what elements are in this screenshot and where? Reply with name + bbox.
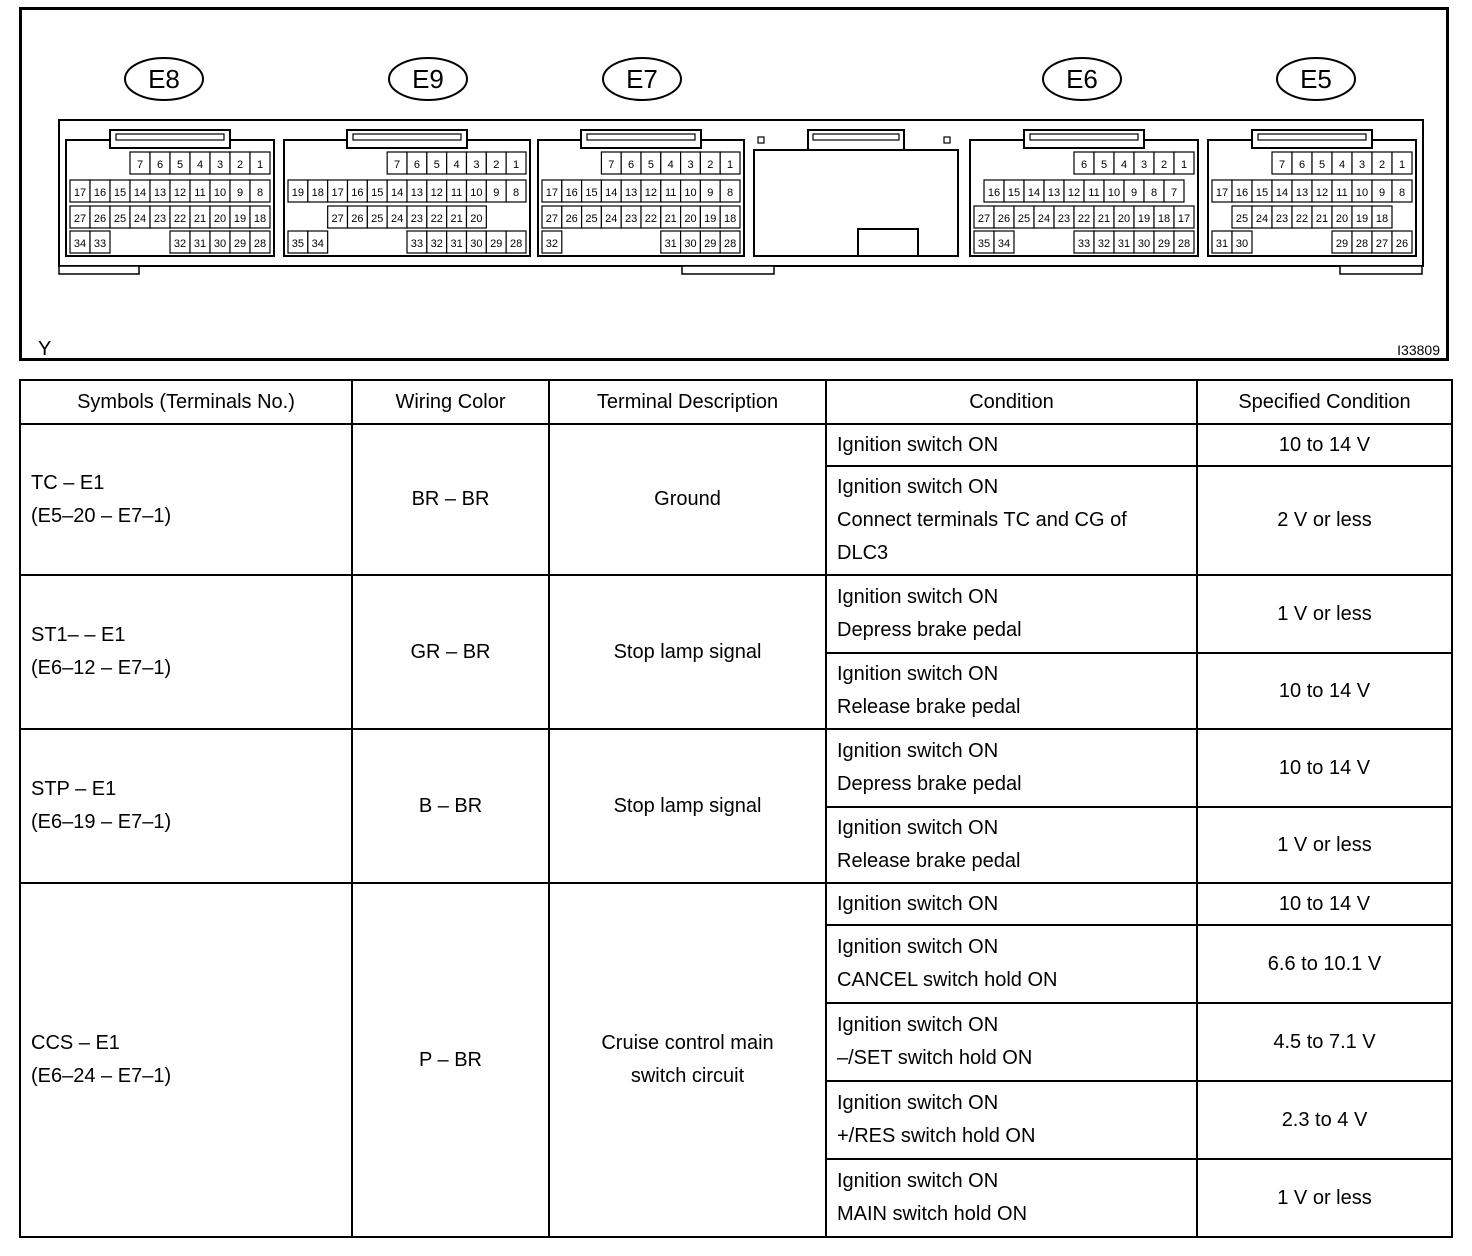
condition-cell: [826, 1081, 1197, 1159]
terminal-number: 34: [997, 238, 1011, 250]
table-row: [20, 575, 1452, 653]
terminal-number: 21: [1315, 213, 1329, 225]
terminal-number: 28: [723, 238, 737, 250]
terminal-number: 15: [585, 187, 598, 199]
condition-cell: [826, 807, 1197, 883]
terminal-number: 3: [1358, 159, 1366, 171]
condition-cell: [826, 883, 1197, 925]
terminal-number: 26: [997, 213, 1011, 225]
terminal-number: 22: [1077, 213, 1091, 225]
terminal-number: 16: [351, 187, 364, 199]
terminal-number: 6: [628, 159, 635, 171]
condition-line: –/SET switch hold ON: [837, 1047, 1033, 1069]
condition-cell: [826, 729, 1197, 807]
terminal-number: 2: [236, 159, 244, 171]
condition-line: Ignition switch ON: [837, 1092, 999, 1114]
connector-label: E7: [626, 64, 658, 94]
terminal-number: 30: [1235, 238, 1249, 250]
terminal-number: 23: [410, 213, 424, 225]
terminal-number: 1: [1398, 159, 1406, 171]
spec-cell: 4.5 to 7.1 V: [1197, 1003, 1452, 1081]
terminal-number: 22: [644, 213, 658, 225]
terminal-number: 32: [1097, 238, 1111, 250]
terminal-number: 24: [133, 213, 147, 225]
center-block: [754, 150, 958, 256]
terminal-number: 15: [1007, 187, 1021, 199]
terminal-number: 6: [413, 159, 420, 171]
terminal-number: 8: [513, 187, 520, 199]
terminal-number: 10: [1107, 187, 1121, 199]
connector-latch-slot: [116, 134, 224, 140]
terminal-number: 16: [93, 187, 107, 199]
connector-e5: [1208, 58, 1416, 256]
terminal-number: 34: [73, 238, 87, 250]
description-cell: [549, 883, 826, 1237]
header-terminal-description: Terminal Description: [549, 380, 826, 424]
terminal-number: 25: [1235, 213, 1249, 225]
terminal-number: 19: [1137, 213, 1151, 225]
terminal-number: 21: [193, 213, 207, 225]
wiring-color-cell: B – BR: [352, 729, 549, 883]
terminal-number: 9: [1130, 187, 1138, 199]
terminal-number: 11: [664, 187, 677, 199]
terminal-number: 6: [1080, 159, 1088, 171]
terminal-number: 1: [256, 159, 264, 171]
terminal-number: 33: [410, 238, 424, 250]
condition-line: Ignition switch ON: [837, 1170, 999, 1192]
terminal-number: 13: [624, 187, 638, 199]
spec-cell: 10 to 14 V: [1197, 729, 1452, 807]
terminal-number: 1: [1180, 159, 1188, 171]
terminal-number: 14: [1027, 187, 1041, 199]
terminal-number: 31: [664, 238, 677, 250]
condition-line: CANCEL switch hold ON: [837, 969, 1058, 991]
terminal-number: 18: [723, 213, 737, 225]
table-row: [20, 883, 1452, 925]
terminal-number: 28: [253, 238, 267, 250]
condition-line: +/RES switch hold ON: [837, 1125, 1036, 1147]
terminal-number: 6: [156, 159, 164, 171]
terminal-number: 15: [1255, 187, 1269, 199]
terminal-number: 20: [684, 213, 697, 225]
header-symbols: Symbols (Terminals No.): [20, 380, 352, 424]
terminal-number: 21: [450, 213, 463, 225]
symbol-text: TC – E1: [31, 471, 105, 494]
terminal-number: 1: [513, 159, 520, 171]
terminal-number: 5: [176, 159, 184, 171]
connector-latch-slot: [1258, 134, 1366, 140]
terminal-number: 11: [194, 187, 206, 199]
condition-line: Depress brake pedal: [837, 619, 1022, 641]
symbol-text: ST1– – E1: [31, 624, 126, 646]
view-label: Y: [38, 338, 52, 360]
terminal-number: 26: [1395, 238, 1409, 250]
terminal-number: 31: [193, 238, 207, 250]
condition-line: Ignition switch ON: [837, 586, 999, 608]
spec-cell: 10 to 14 V: [1197, 653, 1452, 729]
terminal-number: 2: [1378, 159, 1386, 171]
condition-line: Ignition switch ON: [837, 817, 999, 839]
terminal-number: 9: [493, 187, 500, 199]
terminal-number: 33: [93, 238, 107, 250]
terminal-number: 17: [73, 187, 87, 199]
terminal-number: 15: [371, 187, 384, 199]
center-latch-slot: [813, 134, 899, 140]
terminal-number: 20: [1335, 213, 1349, 225]
terminal-number: 30: [213, 238, 227, 250]
terminal-number: 10: [1355, 187, 1369, 199]
terminal-number: 7: [1278, 159, 1286, 171]
terminal-number: 28: [509, 238, 523, 250]
terminal-number: 31: [1117, 238, 1131, 250]
connector-label: E5: [1300, 64, 1332, 94]
condition-line: Depress brake pedal: [837, 773, 1022, 795]
condition-cell: [826, 1159, 1197, 1237]
terminal-number: 28: [1355, 238, 1369, 250]
terminal-number: 32: [430, 238, 443, 250]
terminal-number: 20: [1117, 213, 1131, 225]
terminal-number: 27: [73, 213, 87, 225]
terminal-number: 16: [1235, 187, 1249, 199]
terminal-number: 7: [136, 159, 144, 171]
terminal-number: 30: [470, 238, 483, 250]
terminal-number: 20: [213, 213, 227, 225]
terminal-number: 10: [213, 187, 227, 199]
terminal-number: 23: [624, 213, 638, 225]
condition-line: Release brake pedal: [837, 696, 1021, 718]
symbol-cell: [20, 729, 352, 883]
terminal-number: 17: [545, 187, 559, 199]
terminal-number: 5: [647, 159, 654, 171]
housing-tab-center: [682, 266, 774, 274]
terminal-number: 8: [727, 187, 734, 199]
terminal-number: 2: [1160, 159, 1168, 171]
symbol-cell: [20, 575, 352, 729]
terminal-numbers: (E6–24 – E7–1): [31, 1065, 172, 1087]
wiring-color-cell: GR – BR: [352, 575, 549, 729]
wiring-color-cell: P – BR: [352, 883, 549, 1237]
terminal-numbers: (E6–12 – E7–1): [31, 657, 172, 679]
terminal-number: 13: [153, 187, 167, 199]
condition-line: Release brake pedal: [837, 850, 1021, 872]
terminal-number: 4: [667, 159, 674, 171]
terminal-number: 14: [605, 187, 618, 199]
terminal-number: 8: [256, 187, 264, 199]
terminal-number: 26: [93, 213, 107, 225]
description-cell: Ground: [549, 424, 826, 575]
terminal-number: 34: [311, 238, 324, 250]
terminal-number: 4: [453, 159, 460, 171]
terminal-number: 24: [605, 213, 618, 225]
terminal-number: 13: [410, 187, 424, 199]
terminal-number: 5: [433, 159, 440, 171]
condition-line: Ignition switch ON: [837, 663, 999, 685]
terminal-number: 29: [704, 238, 717, 250]
terminal-number: 7: [1170, 187, 1178, 199]
terminal-number: 25: [1017, 213, 1031, 225]
terminal-number: 22: [430, 213, 443, 225]
terminal-number: 16: [987, 187, 1001, 199]
terminal-number: 23: [1275, 213, 1289, 225]
terminal-number: 7: [394, 159, 401, 171]
terminal-number: 25: [585, 213, 598, 225]
terminal-numbers: (E6–19 – E7–1): [31, 811, 172, 833]
terminal-number: 14: [1275, 187, 1289, 199]
header-condition: Condition: [826, 380, 1197, 424]
terminal-number: 5: [1100, 159, 1108, 171]
connector-label: E6: [1066, 64, 1098, 94]
terminal-number: 28: [1177, 238, 1191, 250]
condition-line: Ignition switch ON: [837, 476, 999, 498]
terminal-number: 2: [493, 159, 500, 171]
spec-cell: 6.6 to 10.1 V: [1197, 925, 1452, 1003]
terminal-number: 12: [173, 187, 187, 199]
terminal-number: 11: [450, 187, 463, 199]
terminal-number: 27: [545, 213, 559, 225]
housing-tab-right: [1340, 266, 1422, 274]
terminal-number: 20: [470, 213, 483, 225]
spec-cell: 10 to 14 V: [1197, 424, 1452, 466]
terminal-number: 4: [196, 159, 204, 171]
connector-latch-slot: [587, 134, 695, 140]
terminal-number: 19: [233, 213, 247, 225]
terminal-number: 16: [565, 187, 578, 199]
terminal-number: 12: [430, 187, 443, 199]
connector-label: E8: [148, 64, 180, 94]
terminal-number: 29: [490, 238, 503, 250]
terminal-number: 3: [687, 159, 694, 171]
condition-cell: [826, 653, 1197, 729]
terminal-number: 25: [371, 213, 384, 225]
condition-cell: [826, 925, 1197, 1003]
terminal-number: 4: [1120, 159, 1128, 171]
terminal-number: 18: [311, 187, 324, 199]
spec-cell: 1 V or less: [1197, 807, 1452, 883]
terminal-number: 35: [977, 238, 991, 250]
terminal-number: 11: [1336, 187, 1348, 199]
terminal-number: 12: [644, 187, 658, 199]
terminal-number: 27: [331, 213, 344, 225]
figure-id: I33809: [1397, 342, 1440, 358]
terminal-number: 12: [1315, 187, 1329, 199]
terminal-number: 12: [1067, 187, 1081, 199]
terminal-number: 1: [727, 159, 734, 171]
spec-cell: 2 V or less: [1197, 466, 1452, 575]
terminal-number: 29: [1335, 238, 1349, 250]
condition-line: DLC3: [837, 542, 889, 564]
terminal-number: 32: [545, 238, 559, 250]
terminal-number: 10: [684, 187, 697, 199]
terminal-number: 27: [977, 213, 991, 225]
terminal-number: 21: [1097, 213, 1111, 225]
terminal-number: 30: [1137, 238, 1151, 250]
terminal-number: 9: [707, 187, 714, 199]
terminal-number: 9: [236, 187, 244, 199]
center-pin-right: [944, 137, 950, 143]
terminal-number: 14: [133, 187, 147, 199]
description-line: Cruise control main: [601, 1032, 774, 1054]
description-line: switch circuit: [630, 1065, 745, 1087]
connector-label: E9: [412, 64, 444, 94]
description-cell: Stop lamp signal: [549, 575, 826, 729]
table-row: [20, 424, 1452, 466]
center-pin-left: [758, 137, 764, 143]
housing-tab-left: [59, 266, 139, 274]
terminal-number: 33: [1077, 238, 1091, 250]
terminal-number: 22: [1295, 213, 1309, 225]
condition-line: Ignition switch ON: [837, 433, 999, 456]
table-row: [20, 729, 1452, 807]
terminal-number: 4: [1338, 159, 1346, 171]
terminal-number: 23: [1057, 213, 1071, 225]
table-header-row: [20, 380, 1452, 424]
terminal-number: 22: [173, 213, 187, 225]
description-cell: Stop lamp signal: [549, 729, 826, 883]
symbol-text: STP – E1: [31, 778, 117, 800]
terminal-number: 24: [390, 213, 404, 225]
condition-line: Ignition switch ON: [837, 1014, 999, 1036]
symbol-text: CCS – E1: [31, 1032, 120, 1054]
condition-cell: [826, 466, 1197, 575]
condition-cell: [826, 1003, 1197, 1081]
condition-cell: [826, 575, 1197, 653]
spec-cell: 1 V or less: [1197, 1159, 1452, 1237]
spec-cell: 1 V or less: [1197, 575, 1452, 653]
terminal-number: 19: [1355, 213, 1369, 225]
terminal-number: 17: [1177, 213, 1191, 225]
terminal-number: 27: [1375, 238, 1389, 250]
terminal-number: 18: [253, 213, 267, 225]
connector-e9: [284, 58, 530, 256]
condition-line: MAIN switch hold ON: [837, 1203, 1028, 1225]
symbol-cell: [20, 883, 352, 1237]
connector-latch-slot: [1030, 134, 1138, 140]
spec-cell: 2.3 to 4 V: [1197, 1081, 1452, 1159]
terminal-number: 3: [473, 159, 480, 171]
terminal-number: 35: [291, 238, 305, 250]
connector-e7: [538, 58, 744, 256]
terminal-number: 25: [113, 213, 127, 225]
terminal-number: 23: [153, 213, 167, 225]
terminal-number: 7: [608, 159, 615, 171]
terminal-number: 15: [113, 187, 127, 199]
terminal-number: 17: [1215, 187, 1229, 199]
condition-line: Ignition switch ON: [837, 740, 999, 762]
header-wiring-color: Wiring Color: [352, 380, 549, 424]
terminal-number: 32: [173, 238, 187, 250]
condition-line: Connect terminals TC and CG of: [837, 509, 1127, 531]
terminal-number: 29: [233, 238, 247, 250]
terminal-number: 8: [1398, 187, 1406, 199]
connector-e6: [970, 58, 1198, 256]
header-specified-condition: Specified Condition: [1197, 380, 1452, 424]
terminal-number: 13: [1047, 187, 1061, 199]
terminal-number: 11: [1088, 187, 1100, 199]
terminal-number: 19: [704, 213, 717, 225]
terminal-number: 26: [351, 213, 364, 225]
terminal-number: 14: [390, 187, 404, 199]
connector-latch-slot: [353, 134, 461, 140]
terminal-number: 5: [1318, 159, 1326, 171]
condition-line: Ignition switch ON: [837, 936, 999, 958]
condition-cell: [826, 424, 1197, 466]
terminal-number: 24: [1037, 213, 1051, 225]
terminal-number: 31: [1215, 238, 1229, 250]
terminal-number: 10: [470, 187, 483, 199]
terminal-number: 6: [1298, 159, 1306, 171]
terminal-number: 13: [1295, 187, 1309, 199]
terminal-number: 8: [1150, 187, 1158, 199]
terminal-number: 3: [1140, 159, 1148, 171]
spec-cell: 10 to 14 V: [1197, 883, 1452, 925]
terminal-number: 26: [565, 213, 578, 225]
terminal-number: 19: [291, 187, 305, 199]
terminal-number: 21: [664, 213, 677, 225]
condition-line: Ignition switch ON: [837, 892, 999, 915]
terminal-number: 29: [1157, 238, 1171, 250]
wiring-color-cell: BR – BR: [352, 424, 549, 575]
terminal-number: 24: [1255, 213, 1269, 225]
connector-diagram: [19, 7, 1449, 361]
terminal-number: 18: [1375, 213, 1389, 225]
terminal-spec-table: [19, 379, 1453, 1238]
connector-e8: [66, 58, 274, 256]
terminal-number: 30: [684, 238, 697, 250]
terminal-number: 17: [331, 187, 344, 199]
terminal-number: 3: [216, 159, 224, 171]
terminal-number: 2: [707, 159, 714, 171]
terminal-numbers: (E5–20 – E7–1): [31, 504, 172, 527]
connector-drawing: [22, 10, 1446, 358]
terminal-number: 31: [450, 238, 463, 250]
terminal-number: 9: [1378, 187, 1386, 199]
symbol-cell: [20, 424, 352, 575]
terminal-number: 18: [1157, 213, 1171, 225]
